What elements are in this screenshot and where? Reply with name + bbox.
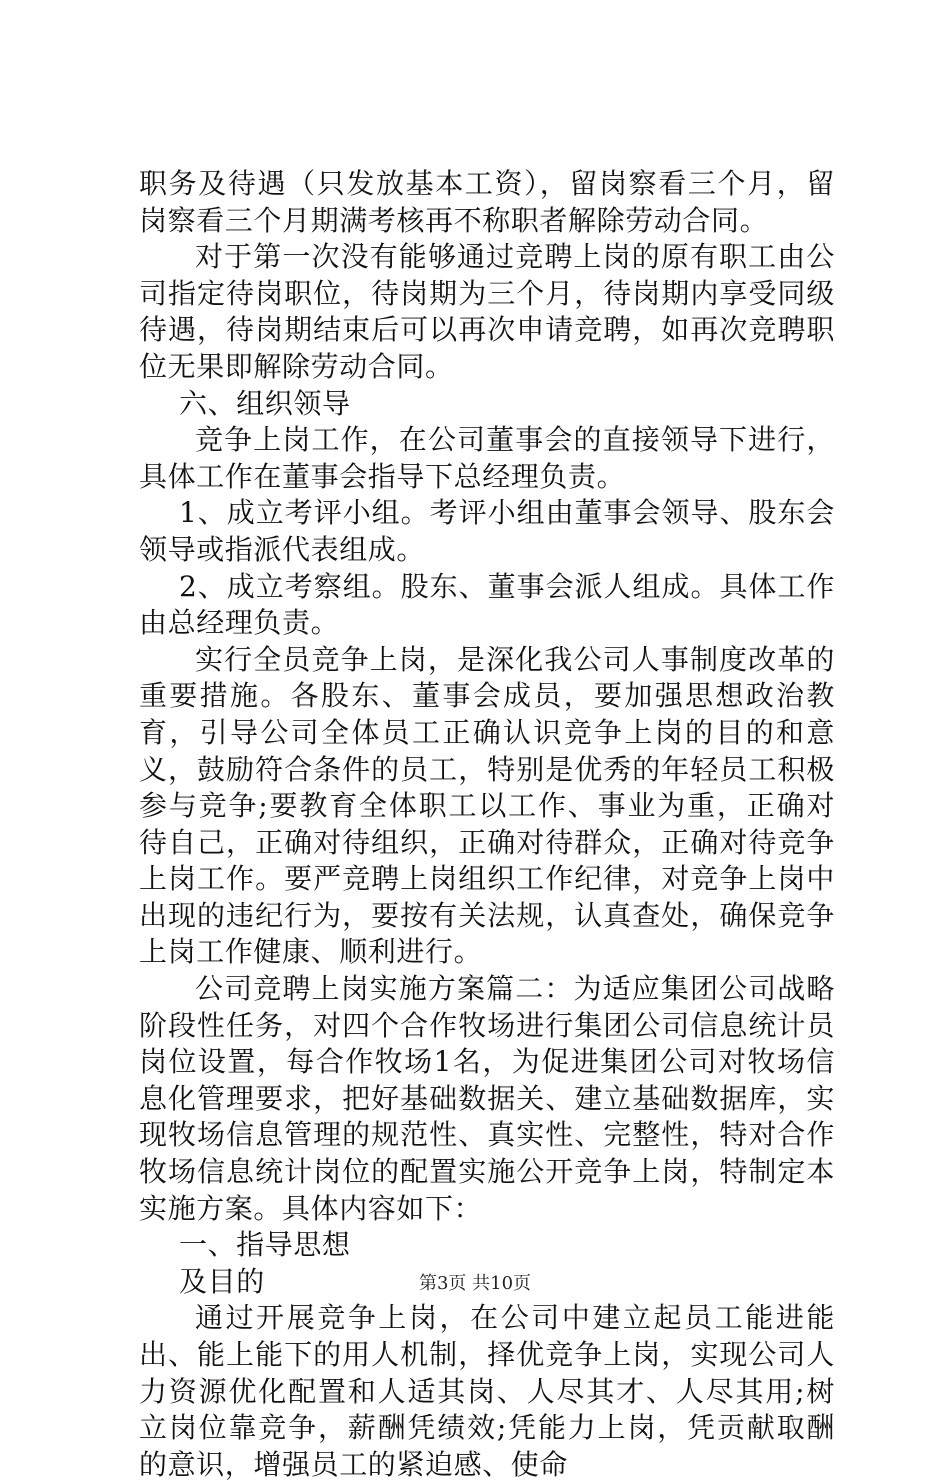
paragraph-leadership: 竞争上岗工作，在公司董事会的直接领导下进行，具体工作在董事会指导下总经理负责。 bbox=[139, 423, 835, 493]
paragraph-waiting-post: 对于第一次没有能够通过竞聘上岗的原有职工由公司指定待岗职位，待岗期为三个月，待岗期内享受同级待遇，待岗期结束后可以再次申请竞聘，如再次竞聘职位无果即解除劳动合同。 bbox=[139, 240, 835, 383]
page-number-footer: 第3页 共10页 bbox=[418, 1273, 532, 1294]
paragraph-plan-two-intro: 公司竞聘上岗实施方案篇二：为适应集团公司战略阶段性任务，对四个合作牧场进行集团公司信息统计员岗位设置，每合作牧场1名，为促进集团公司对牧场信息化管理要求，把好基础数据关、建立基础数据库，实现牧场信息管理的规范性、真实性、完整性，特对合作牧场信息统计岗位的配置实施公开竞争上岗，特制定本实施方案。具体内容如下： bbox=[139, 972, 835, 1225]
paragraph-full-competition: 实行全员竞争上岗，是深化我公司人事制度改革的重要措施。各股东、董事会成员，要加强思想政治教育，引导公司全体员工正确认识竞争上岗的目的和意义，鼓励符合条件的员工，特别是优秀的年轻员工积极参与竞争;要教育全体职工以工作、事业为重，正确对待自己，正确对待组织，正确对待群众，正确对待竞争上岗工作。要严竞聘上岗组织工作纪律，对竞争上岗中出现的违纪行为，要按有关法规，认真查处，确保竞争上岗工作健康、顺利进行。 bbox=[139, 642, 835, 969]
paragraph-continuation: 职务及待遇（只发放基本工资），留岗察看三个月，留岗察看三个月期满考核再不称职者解除劳动合同。 bbox=[139, 167, 835, 237]
section-heading-purpose: 及目的 bbox=[179, 1264, 265, 1298]
section-heading-organization: 六、组织领导 bbox=[179, 386, 351, 420]
list-item-evaluation-group: 1、成立考评小组。考评小组由董事会领导、股东会领导或指派代表组成。 bbox=[139, 496, 835, 566]
paragraph-purpose-body: 通过开展竞争上岗，在公司中建立起员工能进能出、能上能下的用人机制，择优竞争上岗，实现公司人力资源优化配置和人适其岗、人尽其才、人尽其用;树立岗位靠竞争，薪酬凭绩效;凭能力上岗，凭贡献取酬的意识，增强员工的紧迫感、使命 bbox=[139, 1301, 835, 1481]
section-heading-guiding-thought: 一、指导思想 bbox=[179, 1228, 351, 1262]
list-item-inspection-group: 2、成立考察组。股东、董事会派人组成。具体工作由总经理负责。 bbox=[139, 569, 835, 640]
